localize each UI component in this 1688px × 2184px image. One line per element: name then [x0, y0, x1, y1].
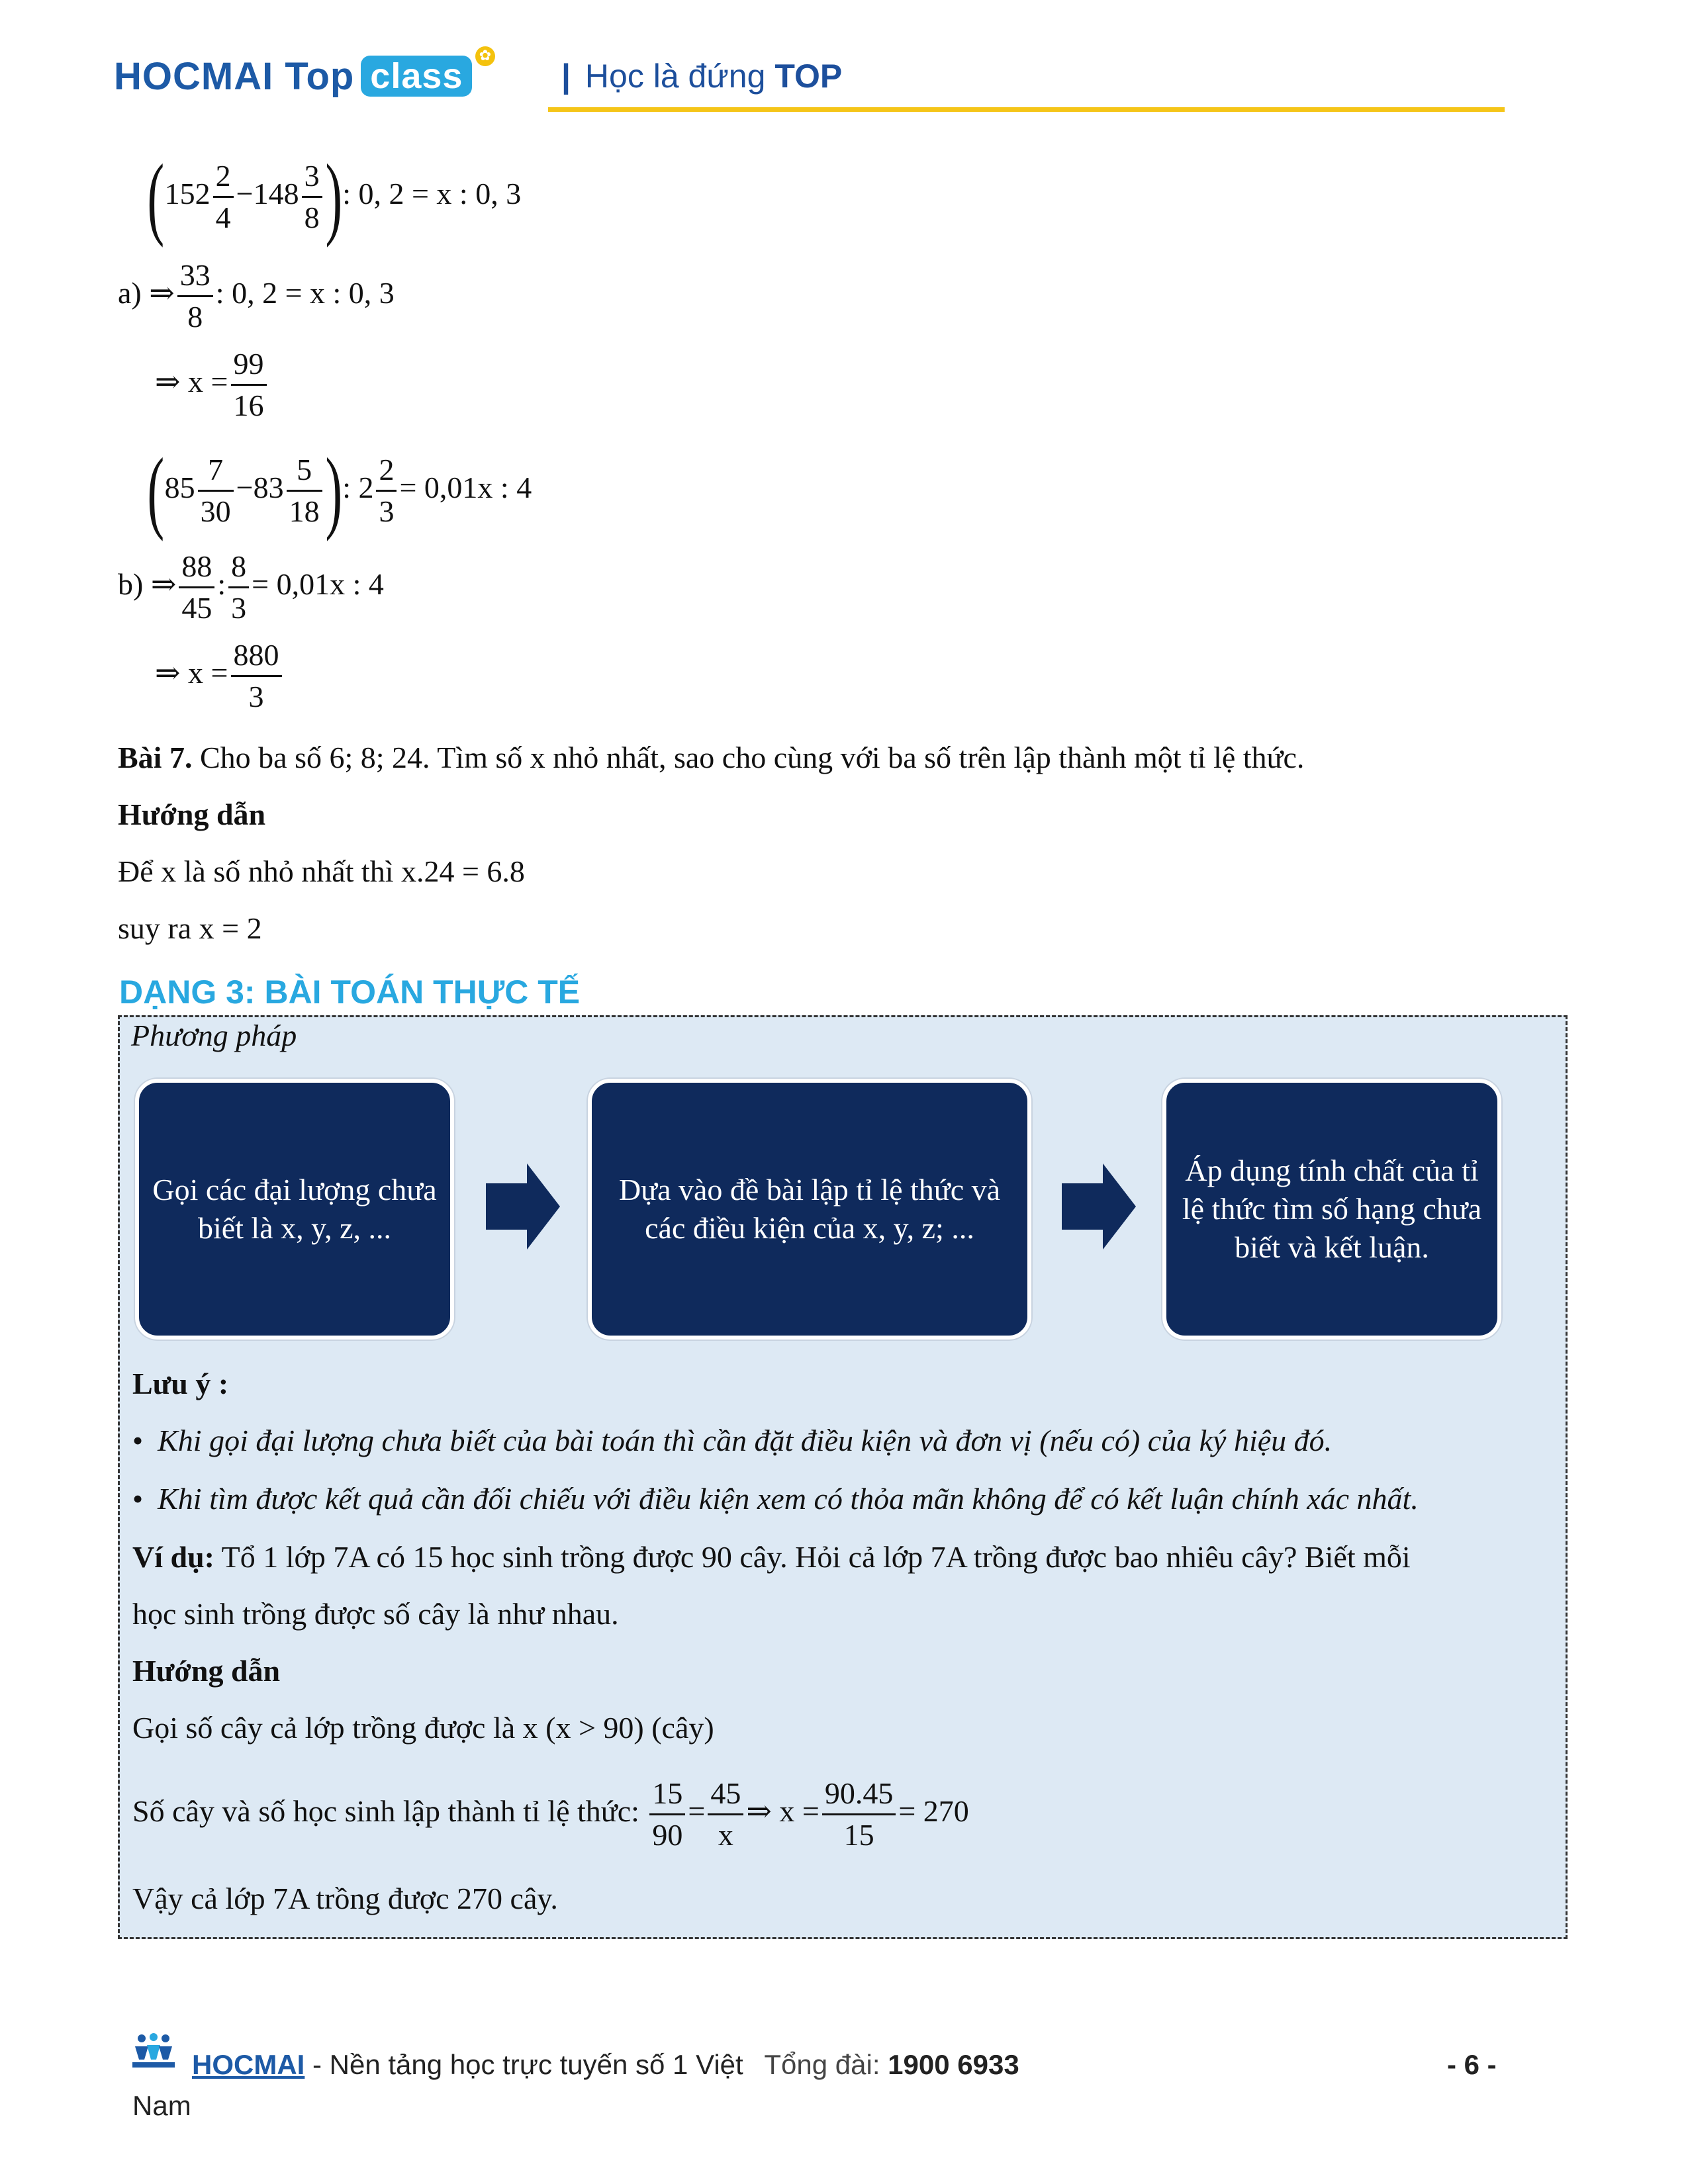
- paren-open: (: [147, 439, 165, 542]
- step-1-text: Gọi các đại lượng chưa biết là x, y, z, ...: [152, 1173, 437, 1245]
- bullet-dot-icon: •: [132, 1424, 144, 1457]
- tagline-separator: |: [561, 58, 571, 95]
- example-guide-line1: Gọi số cây cả lớp trồng được là x (x > 90) (cây): [132, 1711, 714, 1745]
- eq-a-line3: ⇒ x = $\frac{99}{16}$: [155, 344, 269, 426]
- paren-close: ): [325, 439, 342, 542]
- arrow-right-icon: [486, 1163, 560, 1250]
- arrow-right-icon: [1062, 1163, 1136, 1250]
- footer-text-continued: Nam: [132, 2090, 191, 2121]
- hocmai-people-icon: [130, 2033, 177, 2070]
- fraction: $\frac{88}{45}$: [179, 547, 214, 628]
- example-conclusion: Vậy cả lớp 7A trồng được 270 cây.: [132, 1882, 558, 1915]
- fraction: $\frac{15}{90}$: [649, 1774, 685, 1855]
- page-number: - 6 -: [1447, 2049, 1497, 2080]
- logo-star-icon: ✿: [475, 46, 495, 66]
- hocmai-topclass-logo: [114, 54, 472, 99]
- header-rule: [548, 107, 1505, 112]
- note-bullet-2: • Khi tìm được kết quả cần đối chiếu với điều kiện xem có thỏa mãn không để có kết luận chính xác nhất.: [132, 1482, 1419, 1516]
- paren-open: (: [147, 145, 165, 248]
- bai7-label: Bài 7.: [118, 741, 193, 774]
- method-step-1: [135, 1079, 454, 1340]
- eq-b-line2: b) ⇒ $\frac{88}{45}$ : $\frac{8}{3}$ = 0,01x : 4: [118, 547, 384, 628]
- fraction: $\frac{3}{8}$: [302, 156, 322, 238]
- fraction: $\frac{8}{3}$: [228, 547, 249, 628]
- logo-class-badge: class: [361, 56, 472, 97]
- step-3-text: Áp dụng tính chất của tỉ lệ thức tìm số hạng chưa biết và kết luận.: [1182, 1154, 1482, 1264]
- tagline-bold: TOP: [774, 58, 843, 95]
- section-title: DẠNG 3: BÀI TOÁN THỰC TẾ: [119, 974, 581, 1011]
- bai7-text: Cho ba số 6; 8; 24. Tìm số x nhỏ nhất, sao cho cùng với ba số trên lập thành một tỉ lệ thức.: [199, 741, 1305, 774]
- label-b: b): [118, 567, 144, 602]
- bai7-line1: Để x là số nhỏ nhất thì x.24 = 6.8: [118, 854, 525, 888]
- fraction: $\frac{45}{x}$: [708, 1774, 743, 1855]
- eq-b-line3: ⇒ x = $\frac{880}{3}$: [155, 635, 285, 717]
- example-line2: học sinh trồng được số cây là như nhau.: [132, 1597, 619, 1631]
- footer-brand-link[interactable]: HOCMAI: [192, 2049, 305, 2080]
- example-label: Ví dụ:: [132, 1540, 214, 1574]
- logo-main-text: HOCMAI Top: [114, 55, 355, 98]
- fraction: $\frac{880}{3}$: [231, 635, 282, 717]
- step-2-text: Dựa vào đề bài lập tỉ lệ thức và các điều kiện của x, y, z; ...: [618, 1173, 1001, 1245]
- example-line1: Ví dụ: Tổ 1 lớp 7A có 15 học sinh trồng được 90 cây. Hỏi cả lớp 7A trồng được bao nhiêu cây? Biết mỗi: [132, 1540, 1411, 1574]
- label-a: a): [118, 276, 142, 310]
- method-step-3: [1162, 1079, 1501, 1340]
- footer-text: - Nền tảng học trực tuyến số 1 Việt: [312, 2049, 743, 2080]
- eq-b-line1: (85 $\frac{7}{30}$ −83 $\frac{5}{18}$ ): 2 $\frac{2}{3}$ = 0,01x : 4: [147, 439, 532, 542]
- fraction: $\frac{2}{4}$: [213, 156, 234, 238]
- eq-a-line1: (152 $\frac{2}{4}$ −148 $\frac{3}{8}$ ): 0, 2 = x : 0, 3: [147, 145, 522, 248]
- note-bullet-1: • Khi gọi đại lượng chưa biết của bài toán thì cần đặt điều kiện và đơn vị (nếu có) của ký hiệu đó.: [132, 1424, 1333, 1457]
- fraction: $\frac{2}{3}$: [376, 450, 397, 531]
- footer-line: [192, 2049, 1019, 2081]
- method-heading: Phương pháp: [131, 1019, 297, 1052]
- example-guide-heading: Hướng dẫn: [132, 1654, 281, 1688]
- fraction: $\frac{33}{8}$: [177, 255, 213, 337]
- eq-a-line2: a) ⇒ $\frac{33}{8}$ : 0, 2 = x : 0, 3: [118, 255, 395, 337]
- footer-hotline: 1900 6933: [888, 2049, 1019, 2080]
- fraction: $\frac{5}{18}$: [287, 450, 322, 531]
- bai7-line2: suy ra x = 2: [118, 911, 262, 945]
- header-tagline: [561, 57, 842, 95]
- fraction: $\frac{99}{16}$: [231, 344, 267, 426]
- bai7-guide-heading: Hướng dẫn: [118, 797, 266, 831]
- note-label: Lưu ý :: [132, 1367, 229, 1400]
- footer-hotline-label: Tổng đài:: [764, 2049, 880, 2080]
- example-guide-line2: Số cây và số học sinh lập thành tỉ lệ thức: $\frac{15}{90}$ = $\frac{45}{x}$ ⇒ x = $\frac{90.45}{15}$ = 270: [132, 1774, 969, 1855]
- bai7-question: [118, 740, 1304, 775]
- tagline-text: Học là đứng: [585, 58, 766, 95]
- fraction: $\frac{7}{30}$: [198, 450, 234, 531]
- bullet-dot-icon: •: [132, 1482, 144, 1516]
- fraction: $\frac{90.45}{15}$: [822, 1774, 896, 1855]
- paren-close: ): [325, 145, 342, 248]
- method-step-2: [588, 1079, 1031, 1340]
